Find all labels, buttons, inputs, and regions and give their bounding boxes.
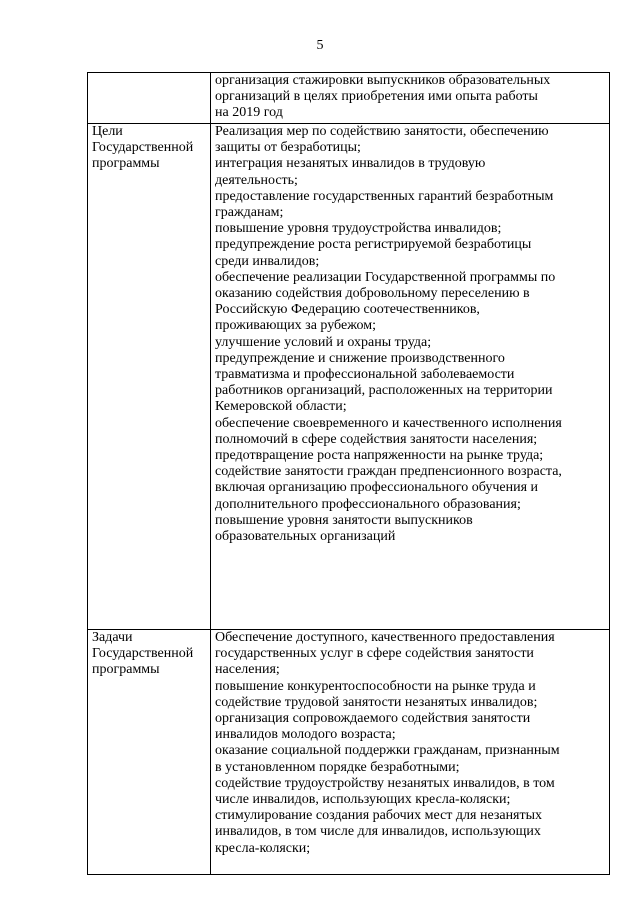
- content-line: в установленном порядке безработными;: [215, 759, 460, 775]
- content-line: населения;: [215, 662, 280, 678]
- label-line: Государственной: [92, 646, 194, 662]
- label-line: программы: [92, 662, 160, 678]
- content-line: Кемеровской области;: [215, 399, 347, 415]
- content-line: инвалидов молодого возраста;: [215, 727, 396, 743]
- table-row-tasks: [88, 630, 610, 875]
- content-line: обеспечение своевременного и качественного исполнения: [215, 415, 562, 431]
- content-line: включая организацию профессионального обучения и: [215, 480, 539, 496]
- content-line: содействие занятости граждан предпенсионного возраста,: [215, 464, 562, 480]
- table-row-continuation: [88, 73, 610, 124]
- row-content-cell: [211, 630, 610, 875]
- content-line: на 2019 год: [215, 105, 283, 121]
- row-content-cell: [211, 73, 610, 124]
- content-line: дополнительного профессионального образования;: [215, 496, 521, 512]
- content-line: повышение уровня трудоустройства инвалидов;: [215, 221, 502, 237]
- content-line: оказание социальной поддержки гражданам, признанным: [215, 743, 560, 759]
- content-line: содействие трудовой занятости незанятых инвалидов;: [215, 694, 538, 710]
- content-line: инвалидов, в том числе для инвалидов, использующих: [215, 824, 541, 840]
- content-line: организаций в целях приобретения ими опыта работы: [215, 89, 538, 105]
- content-line: проживающих за рубежом;: [215, 318, 377, 334]
- content-line: государственных услуг в сфере содействия занятости: [215, 646, 534, 662]
- content-line: защиты от безработицы;: [215, 140, 361, 156]
- label-line: Государственной: [92, 140, 194, 156]
- content-line: среди инвалидов;: [215, 253, 320, 269]
- content-line: работников организаций, расположенных на территории: [215, 383, 553, 399]
- content-line: деятельность;: [215, 172, 298, 188]
- content-line: гражданам;: [215, 205, 284, 221]
- content-line: повышение конкурентоспособности на рынке труда и: [215, 678, 536, 694]
- content-line: Обеспечение доступного, качественного предоставления: [215, 630, 555, 645]
- row-content-cell: [211, 124, 610, 630]
- content-line: травматизма и профессиональной заболеваемости: [215, 367, 515, 383]
- table-body: [88, 73, 610, 875]
- row-label-cell: [88, 630, 211, 875]
- content-line: оказанию содействия добровольному переселению в: [215, 286, 530, 302]
- table-row-goals: [88, 124, 610, 630]
- content-line: числе инвалидов, использующих кресла-коляски;: [215, 792, 511, 808]
- content-line: стимулирование создания рабочих мест для незанятых: [215, 808, 543, 824]
- label-line: программы: [92, 156, 160, 172]
- content-line: интеграция незанятых инвалидов в трудовую: [215, 156, 486, 172]
- label-line: Задачи: [92, 630, 133, 645]
- content-line: кресла-коляски;: [215, 840, 311, 856]
- content-line: содействие трудоустройству незанятых инвалидов, в том: [215, 775, 555, 791]
- content-line: предоставление государственных гарантий безработным: [215, 188, 554, 204]
- page-number: 5: [316, 38, 324, 53]
- content-line: организация сопровождаемого содействия занятости: [215, 711, 531, 727]
- content-line: повышение уровня занятости выпускников: [215, 512, 473, 528]
- program-passport-table: [87, 72, 610, 875]
- label-line: Цели: [92, 124, 123, 139]
- content-line: Реализация мер по содействию занятости, обеспечению: [215, 124, 549, 139]
- content-line: обеспечение реализации Государственной программы по: [215, 269, 556, 285]
- content-line: образовательных организаций: [215, 529, 396, 545]
- content-line: предупреждение и снижение производственного: [215, 350, 505, 366]
- row-label-cell: [88, 124, 211, 630]
- content-line: Российскую Федерацию соотечественников,: [215, 302, 480, 318]
- content-line: полномочий в сфере содействия занятости населения;: [215, 431, 538, 447]
- content-line: предупреждение роста регистрируемой безработицы: [215, 237, 532, 253]
- content-line: предотвращение роста напряженности на рынке труда;: [215, 448, 544, 464]
- content-line: организация стажировки выпускников образовательных: [215, 73, 551, 88]
- row-label-cell: [88, 73, 211, 124]
- content-line: улучшение условий и охраны труда;: [215, 334, 432, 350]
